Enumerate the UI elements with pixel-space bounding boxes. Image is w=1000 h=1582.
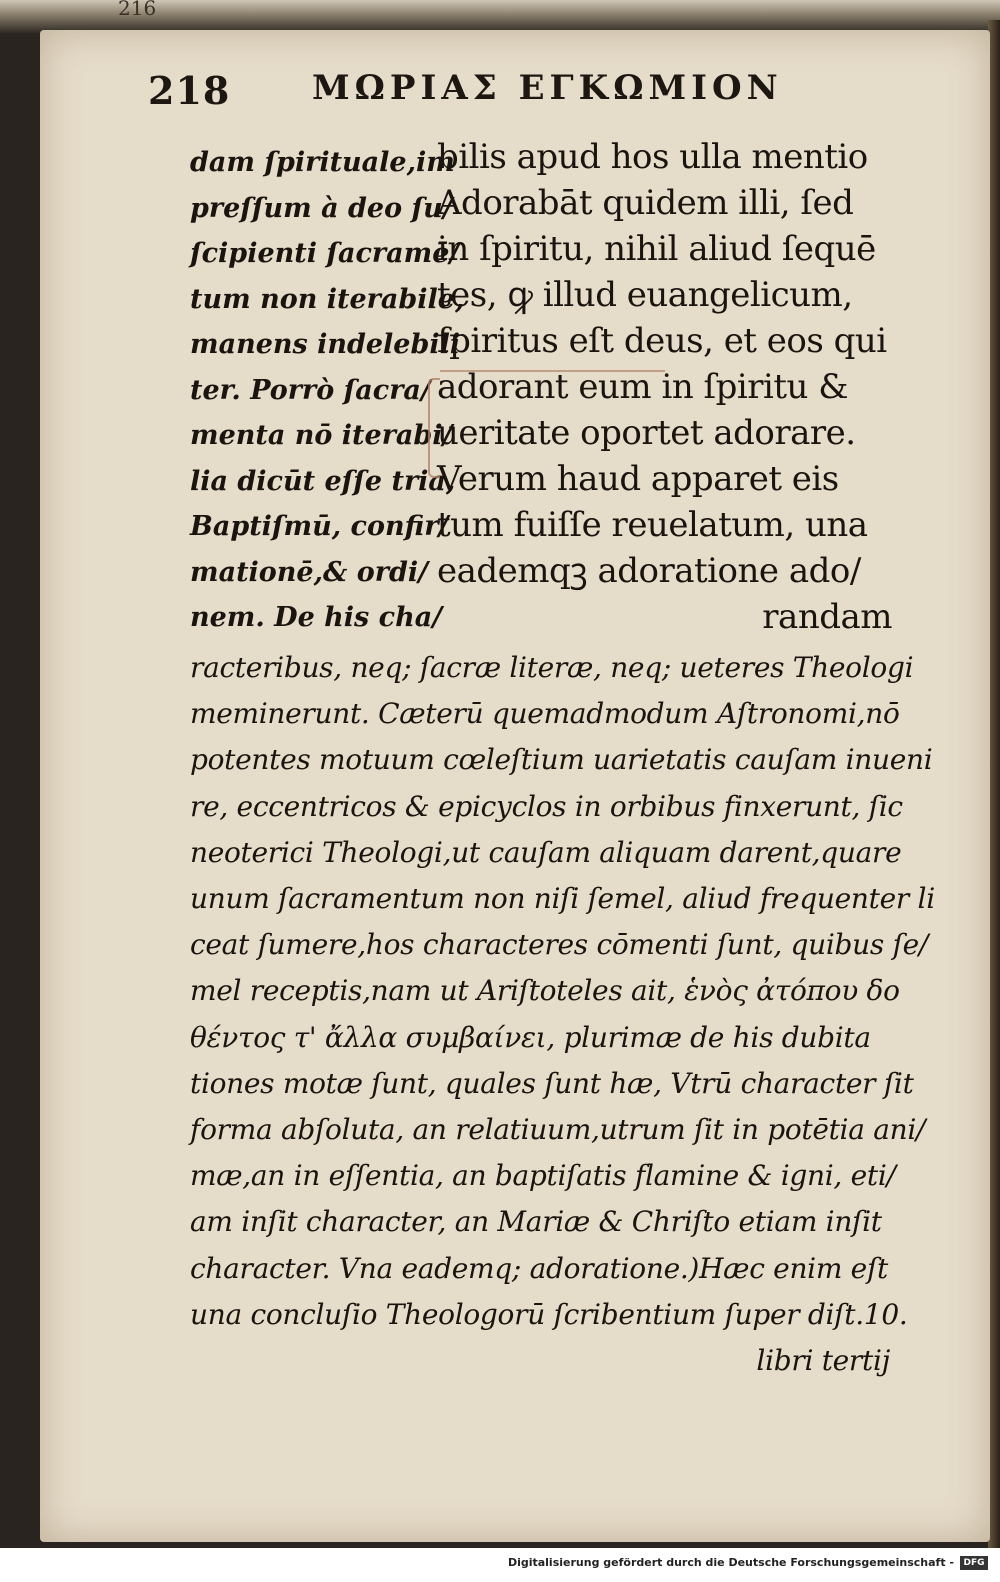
text-line: ſpiritus eſt deus, et eos qui	[437, 321, 887, 361]
text-line: forma abſoluta, an relatiuum,utrum ſit in potētia ani/	[190, 1113, 926, 1147]
text-line: eademqꝫ adoratione ado/	[437, 551, 861, 591]
text-line: menta nō iterabi/	[190, 420, 453, 451]
right-column	[437, 134, 892, 640]
text-line: ter. Porrò ſacra/	[190, 374, 431, 406]
page-number: 218	[148, 68, 231, 113]
text-line: nem. De his cha/	[190, 602, 443, 633]
text-line: mæ,an in eſſentia, an baptiſatis flamine & igni, eti/	[190, 1159, 896, 1193]
page-header	[148, 60, 798, 120]
previous-page-edge	[0, 0, 1000, 34]
text-line: am inſit character, an Mariæ & Chriſto etiam inſit	[190, 1205, 882, 1239]
text-line: in ſpiritu, nihil aliud ſequē	[437, 229, 876, 269]
text-line: θέντος τ' ἄλλα συμβαίνει, plurimæ de his dubita	[190, 1020, 871, 1054]
text-line: preſſum à deo ſu/	[190, 192, 453, 224]
running-title: ΜΩΡΙΑΣ ΕΓΚΩΜΙΟΝ	[312, 68, 783, 108]
catchword: libri tertij	[756, 1344, 890, 1378]
text-line: Adorabāt quidem illi, ſed	[437, 183, 854, 223]
previous-page-number: 216	[118, 0, 157, 20]
text-line: tum fuiſſe reuelatum, una	[437, 505, 868, 545]
text-line: ſcipienti ſacramē/	[190, 238, 460, 269]
text-line: racteribus, neq; ſacræ literæ, neq; ueteres Theologi	[190, 651, 914, 684]
text-line: character. Vna eademq; adoratione.)Hæc enim eſt	[190, 1251, 888, 1285]
commentary-text	[190, 645, 935, 1384]
funding-credit: Digitalisierung gefördert durch die Deutsche Forschungsgemeinschaft -	[507, 1556, 954, 1569]
digitization-footer	[0, 1548, 1000, 1582]
text-line: una concluſio Theologorū ſcribentium ſuper diſt.10.	[190, 1297, 908, 1331]
dfg-logo: DFG	[960, 1556, 988, 1570]
text-line: ceat ſumere,hos characteres cōmenti ſunt, quibus ſe/	[190, 928, 929, 962]
text-line: manens indelebili	[190, 329, 461, 360]
text-line: lia dicūt eſſe tria,	[190, 465, 456, 497]
text-line: potentes motuum cœleſtium uarietatis cauſam inueni	[190, 743, 933, 777]
text-line: randam	[762, 597, 892, 637]
text-line: mel receptis,nam ut Ariſtoteles ait, ἑνὸς ἀτόπου δο	[190, 974, 900, 1008]
text-line: re, eccentricos & epicyclos in orbibus finxerunt, ſic	[190, 789, 903, 823]
text-line: bilis apud hos ulla mentio	[437, 137, 868, 177]
text-line: dam ſpirituale,im	[190, 147, 455, 178]
text-line: meminerunt. Cæterū quemadmodum Aſtronomi,nō	[190, 697, 900, 731]
text-line: ueritate oportet adorare.	[437, 413, 856, 453]
text-line: tiones motæ ſunt, quales ſunt hæ, Vtrū character ſit	[190, 1066, 914, 1100]
text-line: mationē,& ordi/	[190, 556, 429, 588]
left-column	[190, 140, 465, 641]
text-line: Baptiſmū, confir/	[190, 511, 449, 542]
text-line: tum non iterabile,	[190, 283, 465, 315]
text-line: Verum haud apparet eis	[437, 459, 839, 499]
text-line: tes, ꝙ illud euangelicum,	[437, 275, 853, 315]
text-line: unum ſacramentum non niſi ſemel, aliud frequenter li	[190, 882, 935, 916]
text-line: neoterici Theologi,ut cauſam aliquam darent,quare	[190, 835, 902, 869]
text-line: adorant eum in ſpiritu &	[437, 367, 849, 407]
